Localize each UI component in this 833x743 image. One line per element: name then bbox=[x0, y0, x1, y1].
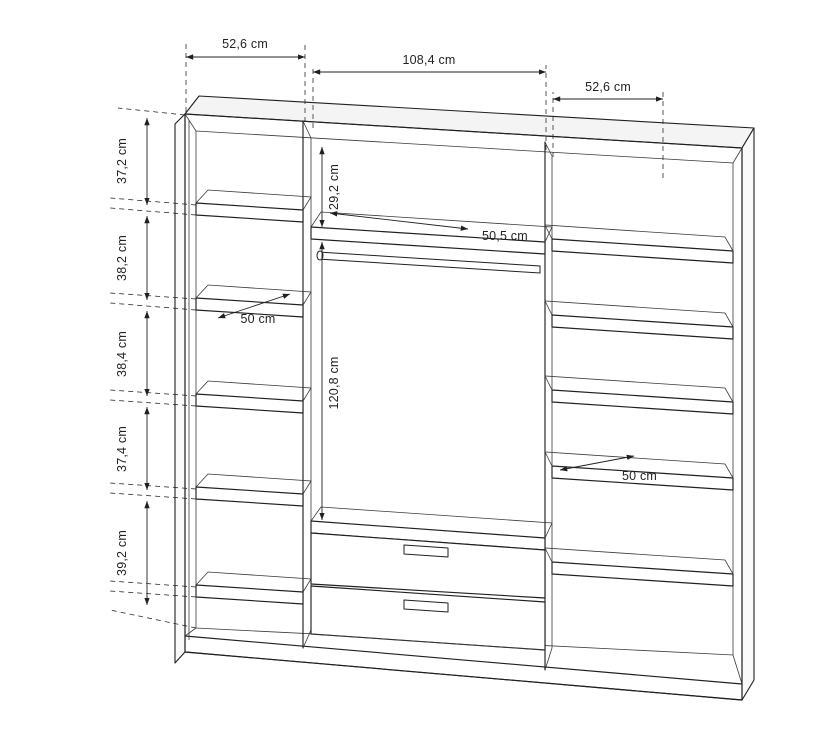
top-board bbox=[185, 96, 754, 148]
corner-connector-br bbox=[733, 655, 742, 684]
left-shelf-5 bbox=[196, 585, 303, 604]
right-outer-side-panel bbox=[742, 128, 754, 700]
right-shelf-3 bbox=[552, 390, 733, 414]
dim-label-right-shelf-depth: 50 cm bbox=[622, 469, 658, 483]
dim-label-gap-1: 37,2 cm bbox=[115, 138, 129, 184]
dim-label-right-width: 52,6 cm bbox=[585, 80, 631, 94]
dim-label-center-width: 108,4 cm bbox=[402, 53, 456, 67]
center-section bbox=[311, 212, 552, 650]
left-outer-side-panel bbox=[175, 114, 185, 663]
dim-label-top-compartment: 29,2 cm bbox=[327, 164, 341, 210]
dim-label-hanging-height: 120,8 cm bbox=[327, 356, 341, 410]
corner-connector-tl bbox=[185, 114, 196, 131]
center-vertical-dimension-group bbox=[322, 147, 341, 520]
corner-connector-tr bbox=[733, 148, 742, 163]
dim-label-gap-2: 38,2 cm bbox=[115, 235, 129, 281]
clothes-rail bbox=[318, 252, 540, 273]
left-shelf-bank bbox=[196, 190, 311, 604]
dim-line-center-shelf-depth bbox=[330, 213, 468, 229]
left-shelf-4 bbox=[196, 487, 303, 506]
corner-connector-bl bbox=[185, 628, 196, 636]
left-shelf-1 bbox=[196, 203, 303, 222]
right-shelf-2 bbox=[552, 315, 733, 339]
dim-label-left-shelf-depth: 50 cm bbox=[240, 312, 276, 326]
ext-line-v-0 bbox=[118, 108, 185, 115]
wardrobe-carcass bbox=[175, 96, 754, 700]
divider-left-bottom-connector bbox=[303, 630, 311, 648]
left-shelf-3 bbox=[196, 394, 303, 413]
dim-label-center-shelf-depth: 50,5 cm bbox=[482, 229, 528, 243]
right-shelf-bank bbox=[545, 225, 733, 586]
plinth-bottom-edge bbox=[185, 652, 742, 700]
dim-label-gap-4: 37,4 cm bbox=[115, 426, 129, 472]
dim-label-left-width: 52,6 cm bbox=[222, 37, 268, 51]
dim-line-right-shelf-depth bbox=[560, 456, 634, 470]
dim-label-gap-5: 39,2 cm bbox=[115, 530, 129, 576]
divider-right-bottom-connector bbox=[545, 648, 552, 670]
dim-label-gap-3: 38,4 cm bbox=[115, 331, 129, 377]
right-shelf-1 bbox=[552, 239, 733, 263]
divider-left-top-connector bbox=[303, 121, 311, 138]
right-shelf-5 bbox=[552, 562, 733, 586]
